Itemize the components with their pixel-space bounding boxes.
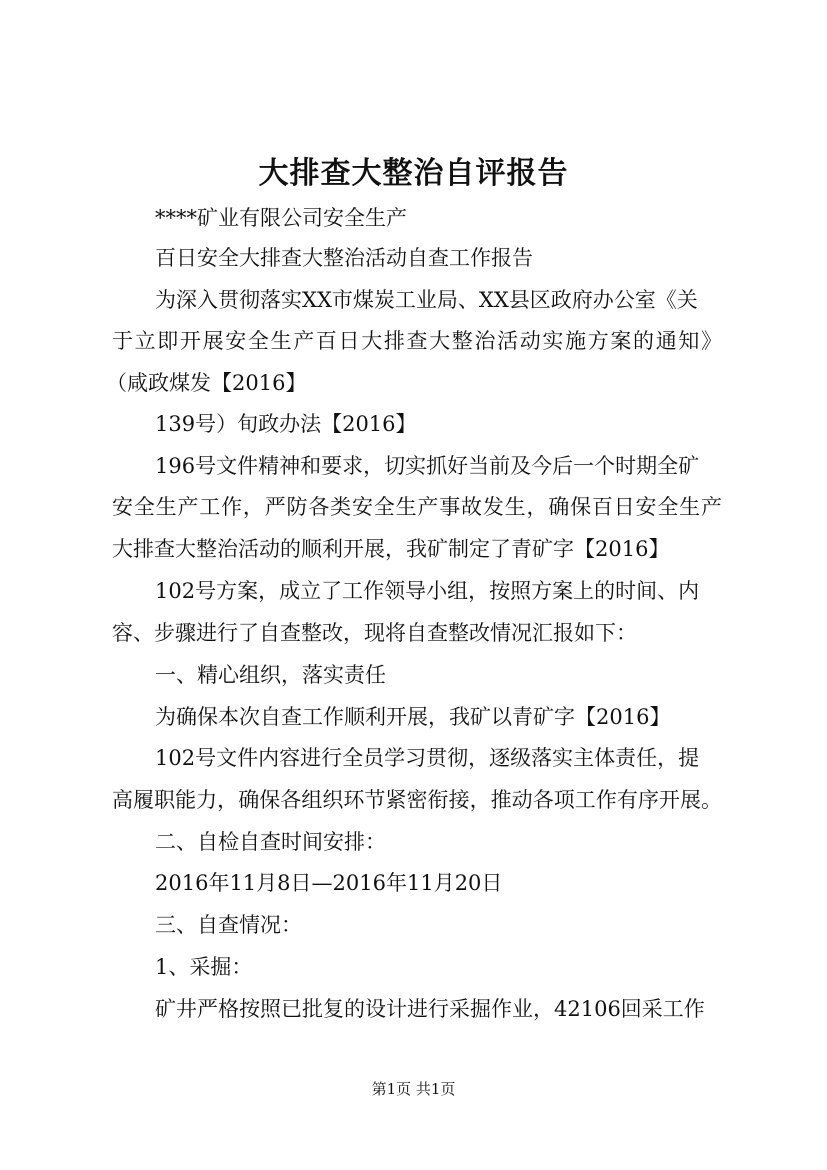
text-line: 大排查大整治活动的顺利开展，我矿制定了青矿字【2016】 bbox=[112, 537, 670, 561]
text-line: ****矿业有限公司安全生产 bbox=[155, 206, 407, 230]
text-line: 196号文件精神和要求，切实抓好当前及今后一个时期全矿 bbox=[155, 454, 700, 478]
page-footer: 第1页 共1页 bbox=[371, 1080, 456, 1098]
text-line: 139号）旬政办法【2016】 bbox=[155, 412, 417, 436]
text-line: 安全生产工作，严防各类安全生产事故发生，确保百日安全生产 bbox=[112, 495, 722, 519]
text-line: 百日安全大排查大整治活动自查工作报告 bbox=[155, 246, 533, 270]
text-line: （咸政煤发【2016】 bbox=[106, 371, 307, 395]
text-line: 为确保本次自查工作顺利开展，我矿以青矿字【2016】 bbox=[155, 705, 671, 729]
section-heading: 三、自查情况： bbox=[155, 913, 302, 937]
text-line: 102号方案，成立了工作领导小组，按照方案上的时间、内 bbox=[155, 579, 700, 603]
text-line: 矿井严格按照已批复的设计进行采掘作业，42106回采工作 bbox=[155, 997, 705, 1021]
text-line: 为深入贯彻落实XX市煤炭工业局、XX县区政府办公室《关 bbox=[155, 288, 698, 312]
text-line: 高履职能力，确保各组织环节紧密衔接，推动各项工作有序开展。 bbox=[112, 788, 722, 812]
section-heading: 一、精心组织，落实责任 bbox=[155, 663, 386, 687]
section-heading: 二、自检自查时间安排： bbox=[155, 830, 386, 854]
date-range: 2016年11月8日—2016年11月20日 bbox=[155, 871, 503, 895]
text-line: 容、步骤进行了自查整改，现将自查整改情况汇报如下： bbox=[112, 621, 637, 645]
text-line: 于立即开展安全生产百日大排查大整治活动实施方案的通知》 bbox=[112, 329, 722, 353]
text-line: 102号文件内容进行全员学习贯彻，逐级落实主体责任，提 bbox=[155, 746, 700, 770]
subsection-heading: 1、采掘： bbox=[155, 955, 253, 979]
document-title: 大排查大整治自评报告 bbox=[258, 156, 569, 191]
